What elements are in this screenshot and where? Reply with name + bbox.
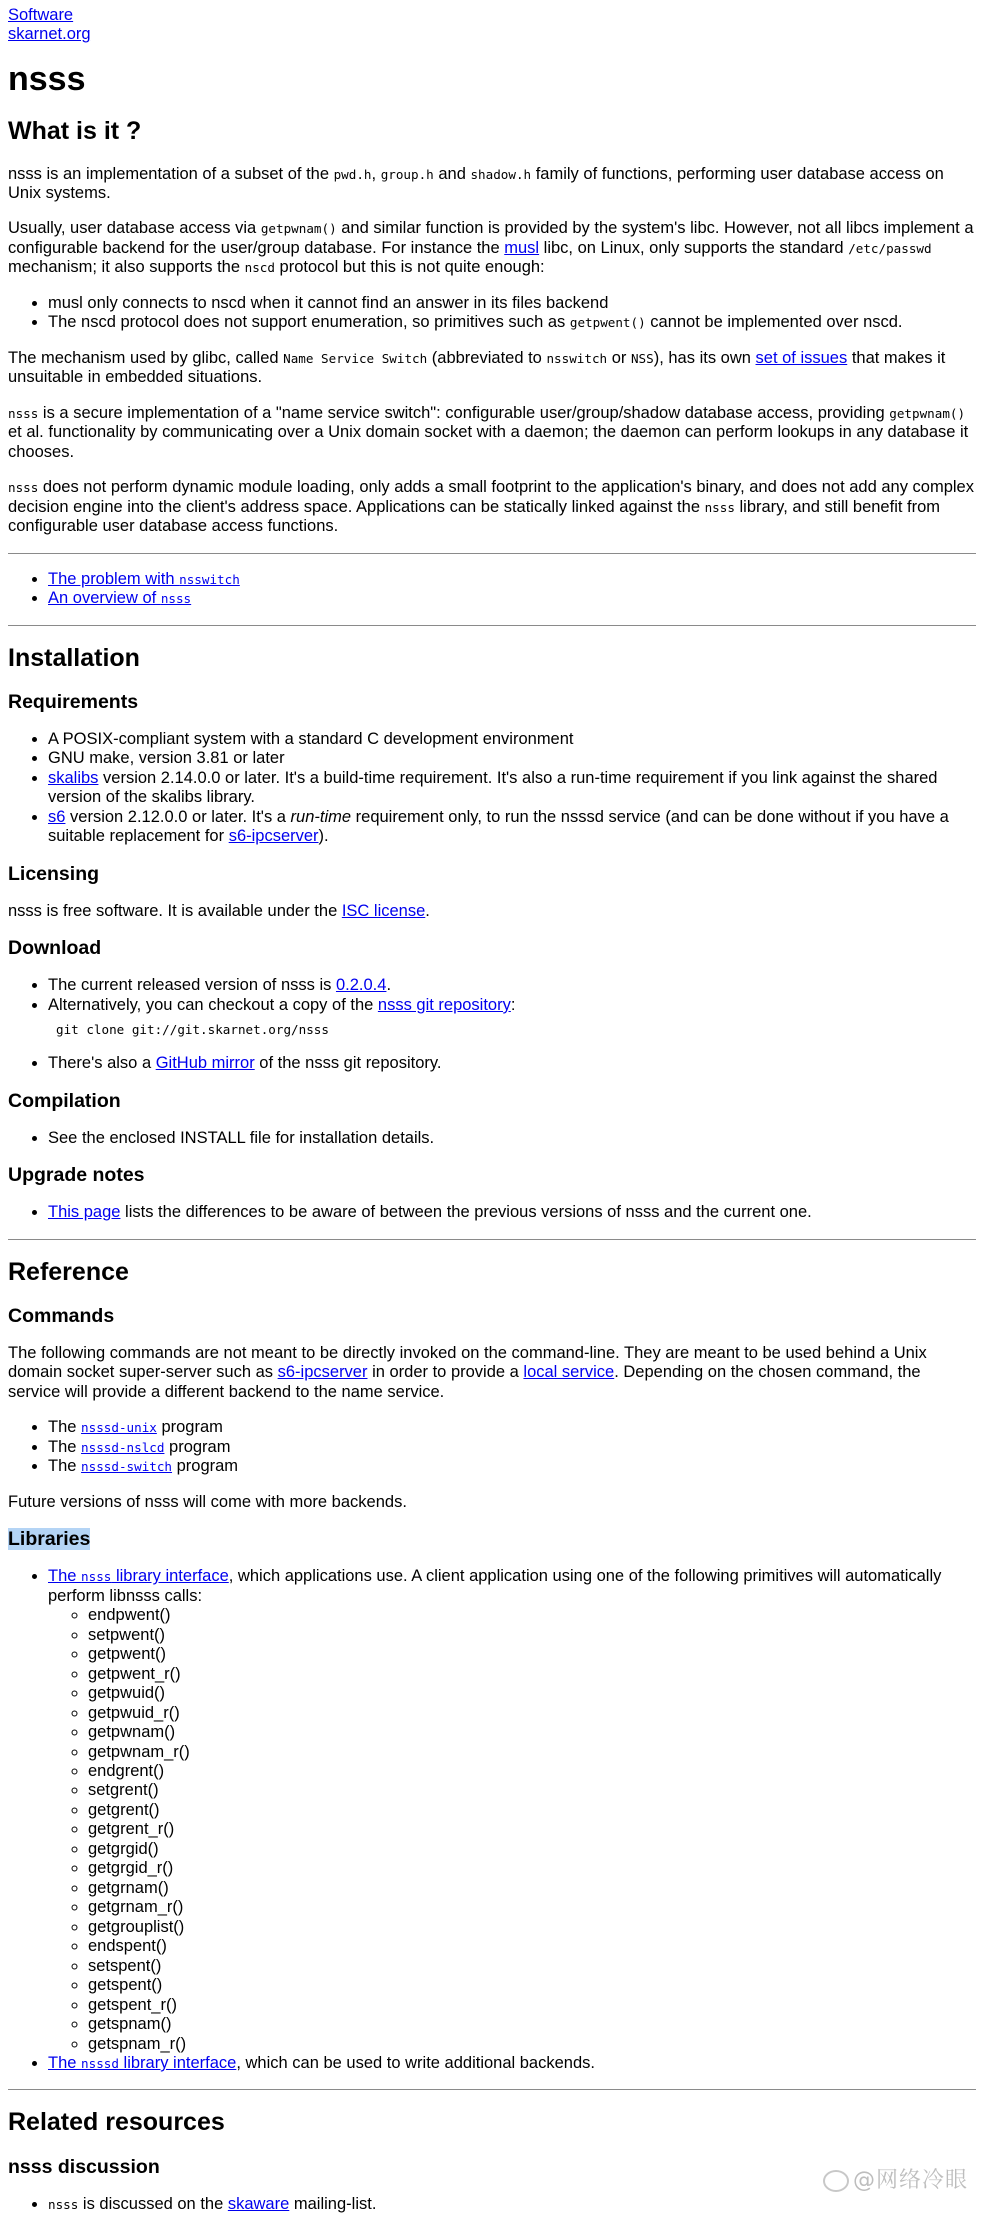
function-item: ◦ getgrent() <box>88 1801 976 1820</box>
licensing-paragraph: nsss is free software. It is available under the ISC license. <box>8 901 430 920</box>
list-item: • This page lists the differences to be aware of between the previous versions of nsss and the current one. <box>48 1203 976 1222</box>
function-item: ◦ getpwent() <box>88 1645 976 1664</box>
list-item: • The nsssd-unix program <box>48 1418 976 1437</box>
divider <box>8 2089 976 2090</box>
requirements-list <box>8 730 976 847</box>
page <box>8 6 976 2230</box>
nsssd-switch-link[interactable]: nsssd-switch <box>81 1459 173 1475</box>
libraries-list <box>8 1567 976 2073</box>
list-item: • The current released version of nsss is 0.2.0.4. <box>48 976 976 995</box>
section-related-heading: Related resources <box>8 2108 225 2137</box>
compilation-heading: Compilation <box>8 1089 121 1112</box>
list-item: • See the enclosed INSTALL file for installation details. <box>48 1129 976 1148</box>
nsssd-library-interface-link[interactable]: The nsssd library interface <box>48 2054 237 2072</box>
nsssd-unix-link[interactable]: nsssd-unix <box>81 1420 157 1436</box>
download-heading: Download <box>8 937 102 960</box>
function-item: ◦ setpwent() <box>88 1626 976 1645</box>
libraries-heading: Libraries <box>8 1528 91 1551</box>
function-item: ◦ getgrgid_r() <box>88 1859 976 1878</box>
function-item: ◦ getpwuid() <box>88 1684 976 1703</box>
discussion-heading: nsss discussion <box>8 2155 160 2178</box>
commands-heading: Commands <box>8 1305 115 1327</box>
divider <box>8 553 976 554</box>
skalibs-link[interactable]: skalibs <box>48 768 99 787</box>
function-item: ◦ endgrent() <box>88 1762 976 1781</box>
list-item: • Alternatively, you can checkout a copy of the nsss git repository: git clone git://git.skarnet.org/nsss <box>48 996 976 1038</box>
github-mirror-link[interactable]: GitHub mirror <box>155 1054 255 1073</box>
what-paragraph-4: nsss is a secure implementation of a "name service switch": configurable user/group/shadow database access, providing getpwnam() et al. functionality by communicating over a Unix domain socket with a daemon; the daemon can perform lookups in any database it chooses. <box>8 403 969 461</box>
release-version-link[interactable]: 0.2.0.4 <box>335 976 387 995</box>
function-item: ◦ getpwnam_r() <box>88 1743 976 1762</box>
list-item: • The nsss library interface, which applications use. A client application using one of the following primitives will automatically perform libnsss calls: ◦ endpwent() ◦ setpwent() ◦ getpwent() ◦ getpwent_r() ◦ getpwuid() ◦ getpwuid_r() ◦ getpwnam() ◦ getpwnam_r() ◦ endgrent() ◦ setgrent() ◦ getgrent() ◦ getgrent_r() ◦ getgrgid() ◦ getgrgid_r() ◦ getgrnam() ◦ getgrnam_r() ◦ getgrouplist() ◦ endspent() ◦ setspent() ◦ getspent() ◦ getspent_r() ◦ getspnam() ◦ getspnam_r() <box>48 1567 976 2054</box>
set-of-issues-link[interactable]: set of issues <box>755 348 848 367</box>
nsssd-nslcd-link[interactable]: nsssd-nslcd <box>81 1439 165 1455</box>
watermark: @网络冷眼 <box>823 2168 968 2194</box>
upgrade-notes-list <box>8 1203 976 1222</box>
function-item: ◦ getgrnam_r() <box>88 1898 976 1917</box>
list-item: • The nsssd-switch program <box>48 1457 976 1476</box>
section-installation-heading: Installation <box>8 643 140 672</box>
function-item: ◦ getspent_r() <box>88 1996 976 2015</box>
musl-link[interactable]: musl <box>504 238 540 257</box>
function-item: ◦ getgrent_r() <box>88 1820 976 1839</box>
function-item: ◦ getpwuid_r() <box>88 1704 976 1723</box>
nscd-issues-list <box>8 294 976 333</box>
list-item: • There's also a GitHub mirror of the nsss git repository. <box>48 1054 976 1073</box>
list-item: • A POSIX-compliant system with a standard C development environment <box>48 730 976 749</box>
download-list <box>8 976 976 1073</box>
commands-paragraph: The following commands are not meant to be directly invoked on the command-line. They are meant to be used behind a Unix domain socket super-server such as s6-ipcserver in order to provide a local service. Depending on the chosen command, the service will provide a different backend to the name service. <box>8 1344 927 1401</box>
upgrade-page-link[interactable]: This page <box>48 1203 121 1222</box>
discussion-list <box>8 2195 976 2214</box>
overview-links-list <box>8 570 976 609</box>
function-item: ◦ getgrgid() <box>88 1840 976 1859</box>
function-item: ◦ getgrnam() <box>88 1879 976 1898</box>
list-item: • nsss is discussed on the skaware mailing-list. <box>48 2195 976 2214</box>
function-item: ◦ setspent() <box>88 1957 976 1976</box>
function-item: ◦ getspnam() <box>88 2015 976 2034</box>
function-item: ◦ endspent() <box>88 1937 976 1956</box>
list-item: • The nscd protocol does not support enumeration, so primitives such as getpwent() cannot be implemented over nscd. <box>48 313 976 332</box>
licensing-heading: Licensing <box>8 862 100 885</box>
s6-link[interactable]: s6 <box>48 807 66 826</box>
function-list <box>48 1606 976 2054</box>
future-backends-note: Future versions of nsss will come with more backends. <box>8 1492 407 1511</box>
commands-list <box>8 1418 976 1476</box>
s6-ipcserver-link-2[interactable]: s6-ipcserver <box>277 1363 368 1382</box>
divider <box>8 1239 976 1240</box>
what-paragraph-1: nsss is an implementation of a subset of the pwd.h, group.h and shadow.h family of functions, performing user database access on Unix systems. <box>8 164 944 203</box>
git-repository-link[interactable]: nsss git repository <box>377 995 511 1014</box>
function-item: ◦ getspnam_r() <box>88 2035 976 2054</box>
function-item: ◦ setgrent() <box>88 1781 976 1800</box>
skaware-link[interactable]: skaware <box>227 2194 290 2213</box>
what-paragraph-3: The mechanism used by glibc, called Name Service Switch (abbreviated to nsswitch or NSS), has its own set of issues that makes it unsuitable in embedded situations. <box>8 348 946 387</box>
git-clone-command: git clone git://git.skarnet.org/nsss <box>56 1022 329 1038</box>
weibo-icon <box>823 2170 849 2192</box>
page-title: nsss <box>8 59 86 98</box>
upgrade-notes-heading: Upgrade notes <box>8 1164 145 1187</box>
requirements-heading: Requirements <box>8 691 139 714</box>
list-item: • skalibs version 2.14.0.0 or later. It's a build-time requirement. It's also a run-time requirement if you link against the shared version of the skalibs library. <box>48 769 976 808</box>
list-item: • musl only connects to nscd when it cannot find an answer in its files backend <box>48 294 976 313</box>
nsss-library-interface-link[interactable]: The nsss library interface <box>48 1567 229 1586</box>
list-item <box>48 589 976 608</box>
function-item: ◦ getpwnam() <box>88 1723 976 1742</box>
local-service-link[interactable]: local service <box>523 1363 615 1382</box>
list-item: • GNU make, version 3.81 or later <box>48 749 976 768</box>
function-item: ◦ getspent() <box>88 1976 976 1995</box>
s6-ipcserver-link[interactable]: s6-ipcserver <box>228 827 319 846</box>
what-paragraph-5: nsss does not perform dynamic module loading, only adds a small footprint to the application's binary, and does not add any complex decision engine into the client's address space. Applications can be statically linked against the nsss library, and still benefit from configurable user database access functions. <box>8 478 974 536</box>
function-item: ◦ getgrouplist() <box>88 1918 976 1937</box>
nsss-overview-link[interactable]: An overview of nsss <box>48 589 192 608</box>
isc-license-link[interactable]: ISC license <box>341 901 426 920</box>
breadcrumb-site-link[interactable]: skarnet.org <box>8 25 91 44</box>
breadcrumb-software-link[interactable]: Software <box>8 6 74 24</box>
compilation-list <box>8 1129 976 1148</box>
what-paragraph-2: Usually, user database access via getpwnam() and similar function is provided by the system's libc. However, not all libcs implement a configurable backend for the user/group database. For instance the musl libc, on Linux, only supports the standard /etc/passwd mechanism; it also supports the nscd protocol but this is not quite enough: <box>8 219 974 277</box>
function-item: ◦ endpwent() <box>88 1606 976 1625</box>
function-item: ◦ getpwent_r() <box>88 1665 976 1684</box>
list-item <box>48 570 976 589</box>
section-what-heading: What is it ? <box>8 117 142 146</box>
divider <box>8 625 976 626</box>
list-item: • s6 version 2.12.0.0 or later. It's a run-time requirement only, to run the nsssd service (and can be done without if you have a suitable replacement for s6-ipcserver). <box>48 808 976 847</box>
list-item: • The nsssd library interface, which can be used to write additional backends. <box>48 2054 976 2073</box>
nsswitch-problem-link[interactable]: The problem with nsswitch <box>48 569 240 588</box>
list-item: • The nsssd-nslcd program <box>48 1438 976 1457</box>
section-reference-heading: Reference <box>8 1257 129 1286</box>
